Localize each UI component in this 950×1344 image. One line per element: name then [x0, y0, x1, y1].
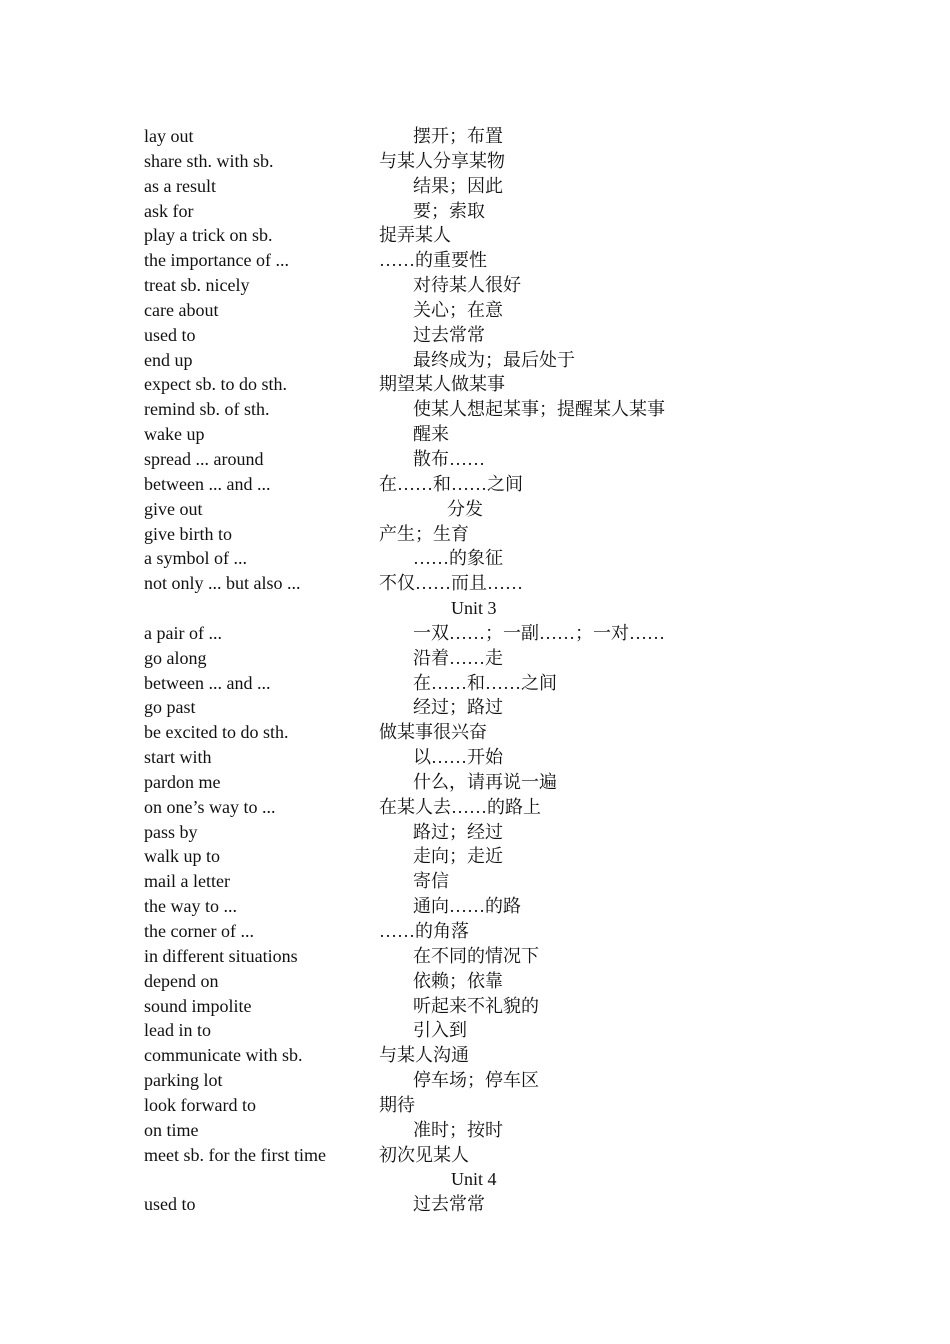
english-phrase: between ... and ...	[144, 672, 271, 693]
english-phrase: between ... and ...	[144, 473, 271, 494]
english-phrase: pardon me	[144, 771, 221, 792]
vocab-entry	[0, 1143, 950, 1168]
english-phrase: give out	[144, 498, 203, 519]
chinese-meaning: 捉弄某人	[379, 225, 451, 246]
unit-heading-row	[0, 1167, 950, 1192]
english-phrase: used to	[144, 1194, 196, 1215]
vocab-entry	[0, 770, 950, 795]
english-phrase: look forward to	[144, 1094, 256, 1115]
chinese-meaning: 听起来不礼貌的	[413, 995, 539, 1016]
vocab-entry	[0, 447, 950, 472]
vocab-entry	[0, 472, 950, 497]
english-phrase: communicate with sb.	[144, 1045, 303, 1066]
chinese-meaning: 寄信	[413, 871, 449, 892]
chinese-meaning: ……的角落	[379, 921, 469, 941]
english-phrase: mail a letter	[144, 871, 230, 892]
english-phrase: wake up	[144, 424, 205, 445]
vocab-entry	[0, 422, 950, 447]
chinese-meaning: 过去常常	[413, 1194, 485, 1215]
vocab-entry	[0, 497, 950, 522]
chinese-meaning: 与某人分享某物	[379, 150, 505, 171]
vocab-entry	[0, 695, 950, 720]
vocab-entry	[0, 323, 950, 348]
vocab-entry	[0, 546, 950, 571]
chinese-meaning: 沿着……走	[413, 647, 503, 668]
vocab-entry	[0, 124, 950, 149]
chinese-meaning: 走向；走近	[413, 846, 503, 867]
vocab-entry	[0, 820, 950, 845]
chinese-meaning: 不仅……而且……	[379, 573, 523, 594]
english-phrase: a pair of ...	[144, 622, 222, 643]
vocab-entry	[0, 671, 950, 696]
chinese-meaning: 一双……；一副……；一对……	[413, 622, 665, 643]
english-phrase: lead in to	[144, 1020, 211, 1041]
chinese-meaning: 关心；在意	[413, 299, 503, 320]
vocab-entry	[0, 646, 950, 671]
vocab-entry	[0, 223, 950, 248]
vocab-entry	[0, 174, 950, 199]
chinese-meaning: 摆开；布置	[413, 126, 503, 146]
english-phrase: treat sb. nicely	[144, 275, 250, 296]
english-phrase: start with	[144, 747, 212, 768]
english-phrase: on one’s way to ...	[144, 796, 276, 817]
chinese-meaning: 醒来	[413, 424, 449, 445]
chinese-meaning: 初次见某人	[379, 1144, 469, 1165]
vocab-entry	[0, 199, 950, 224]
vocab-entry	[0, 571, 950, 596]
chinese-meaning: 路过；经过	[413, 821, 503, 842]
english-phrase: on time	[144, 1119, 199, 1140]
english-phrase: as a result	[144, 175, 216, 196]
chinese-meaning: 分发	[447, 498, 483, 519]
english-phrase: used to	[144, 324, 196, 345]
english-phrase: end up	[144, 349, 193, 370]
english-phrase: the way to ...	[144, 896, 237, 917]
english-phrase: share sth. with sb.	[144, 150, 274, 171]
english-phrase: go along	[144, 647, 207, 668]
english-phrase: parking lot	[144, 1070, 223, 1091]
chinese-meaning: 引入到	[413, 1020, 467, 1041]
english-phrase: remind sb. of sth.	[144, 399, 270, 420]
english-phrase: depend on	[144, 970, 219, 991]
english-phrase: care about	[144, 299, 219, 320]
vocab-entry	[0, 1043, 950, 1068]
chinese-meaning: 产生；生育	[379, 523, 469, 544]
vocab-entry	[0, 397, 950, 422]
chinese-meaning: 在某人去……的路上	[379, 796, 541, 817]
chinese-meaning: 散布……	[413, 448, 485, 469]
unit-heading: Unit 3	[451, 598, 497, 619]
vocab-entry	[0, 1068, 950, 1093]
vocab-entry	[0, 1192, 950, 1217]
chinese-meaning: 使某人想起某事；提醒某人某事	[413, 399, 665, 420]
english-phrase: sound impolite	[144, 995, 252, 1016]
vocab-entry	[0, 273, 950, 298]
vocab-entry	[0, 994, 950, 1019]
chinese-meaning: 在……和……之间	[379, 473, 523, 494]
vocab-entry	[0, 844, 950, 869]
english-phrase: in different situations	[144, 945, 298, 966]
chinese-meaning: 经过；路过	[413, 697, 503, 718]
vocab-entry	[0, 919, 950, 944]
vocab-entry	[0, 248, 950, 273]
chinese-meaning: 期待	[379, 1094, 415, 1115]
vocab-entry	[0, 372, 950, 397]
chinese-meaning: 什么，请再说一遍	[413, 771, 557, 792]
vocab-entry	[0, 720, 950, 745]
chinese-meaning: 过去常常	[413, 324, 485, 345]
chinese-meaning: ……的重要性	[379, 250, 487, 271]
english-phrase: the importance of ...	[144, 250, 289, 271]
chinese-meaning: 对待某人很好	[413, 275, 521, 296]
vocab-entry	[0, 522, 950, 547]
english-phrase: meet sb. for the first time	[144, 1144, 326, 1165]
chinese-meaning: 与某人沟通	[379, 1045, 469, 1066]
english-phrase: be excited to do sth.	[144, 722, 289, 743]
english-phrase: give birth to	[144, 523, 232, 544]
unit-heading: Unit 4	[451, 1169, 497, 1190]
english-phrase: ask for	[144, 200, 194, 221]
english-phrase: pass by	[144, 821, 198, 842]
english-phrase: the corner of ...	[144, 921, 254, 941]
chinese-meaning: 结果；因此	[413, 175, 503, 196]
vocab-entry	[0, 944, 950, 969]
chinese-meaning: 在……和……之间	[413, 672, 557, 693]
vocabulary-list	[0, 124, 950, 1217]
chinese-meaning: 停车场；停车区	[413, 1070, 539, 1091]
english-phrase: expect sb. to do sth.	[144, 374, 287, 395]
vocab-entry	[0, 894, 950, 919]
english-phrase: spread ... around	[144, 448, 264, 469]
vocab-entry	[0, 348, 950, 373]
vocab-entry	[0, 149, 950, 174]
vocab-entry	[0, 621, 950, 646]
english-phrase: a symbol of ...	[144, 548, 247, 569]
chinese-meaning: 通向……的路	[413, 896, 521, 917]
vocab-entry	[0, 795, 950, 820]
english-phrase: not only ... but also ...	[144, 573, 301, 594]
chinese-meaning: 以……开始	[413, 747, 503, 768]
vocab-entry	[0, 1118, 950, 1143]
english-phrase: go past	[144, 697, 196, 718]
chinese-meaning: 期望某人做某事	[379, 374, 505, 395]
english-phrase: walk up to	[144, 846, 220, 867]
vocab-entry	[0, 745, 950, 770]
vocab-entry	[0, 1018, 950, 1043]
english-phrase: play a trick on sb.	[144, 225, 273, 246]
vocab-entry	[0, 869, 950, 894]
unit-heading-row	[0, 596, 950, 621]
english-phrase: lay out	[144, 126, 194, 146]
chinese-meaning: 做某事很兴奋	[379, 722, 487, 743]
vocab-entry	[0, 969, 950, 994]
chinese-meaning: 最终成为；最后处于	[413, 349, 575, 370]
chinese-meaning: 要；索取	[413, 200, 485, 221]
chinese-meaning: 准时；按时	[413, 1119, 503, 1140]
chinese-meaning: 依赖；依靠	[413, 970, 503, 991]
chinese-meaning: 在不同的情况下	[413, 945, 539, 966]
vocab-entry	[0, 298, 950, 323]
chinese-meaning: ……的象征	[413, 548, 503, 569]
vocab-entry	[0, 1093, 950, 1118]
